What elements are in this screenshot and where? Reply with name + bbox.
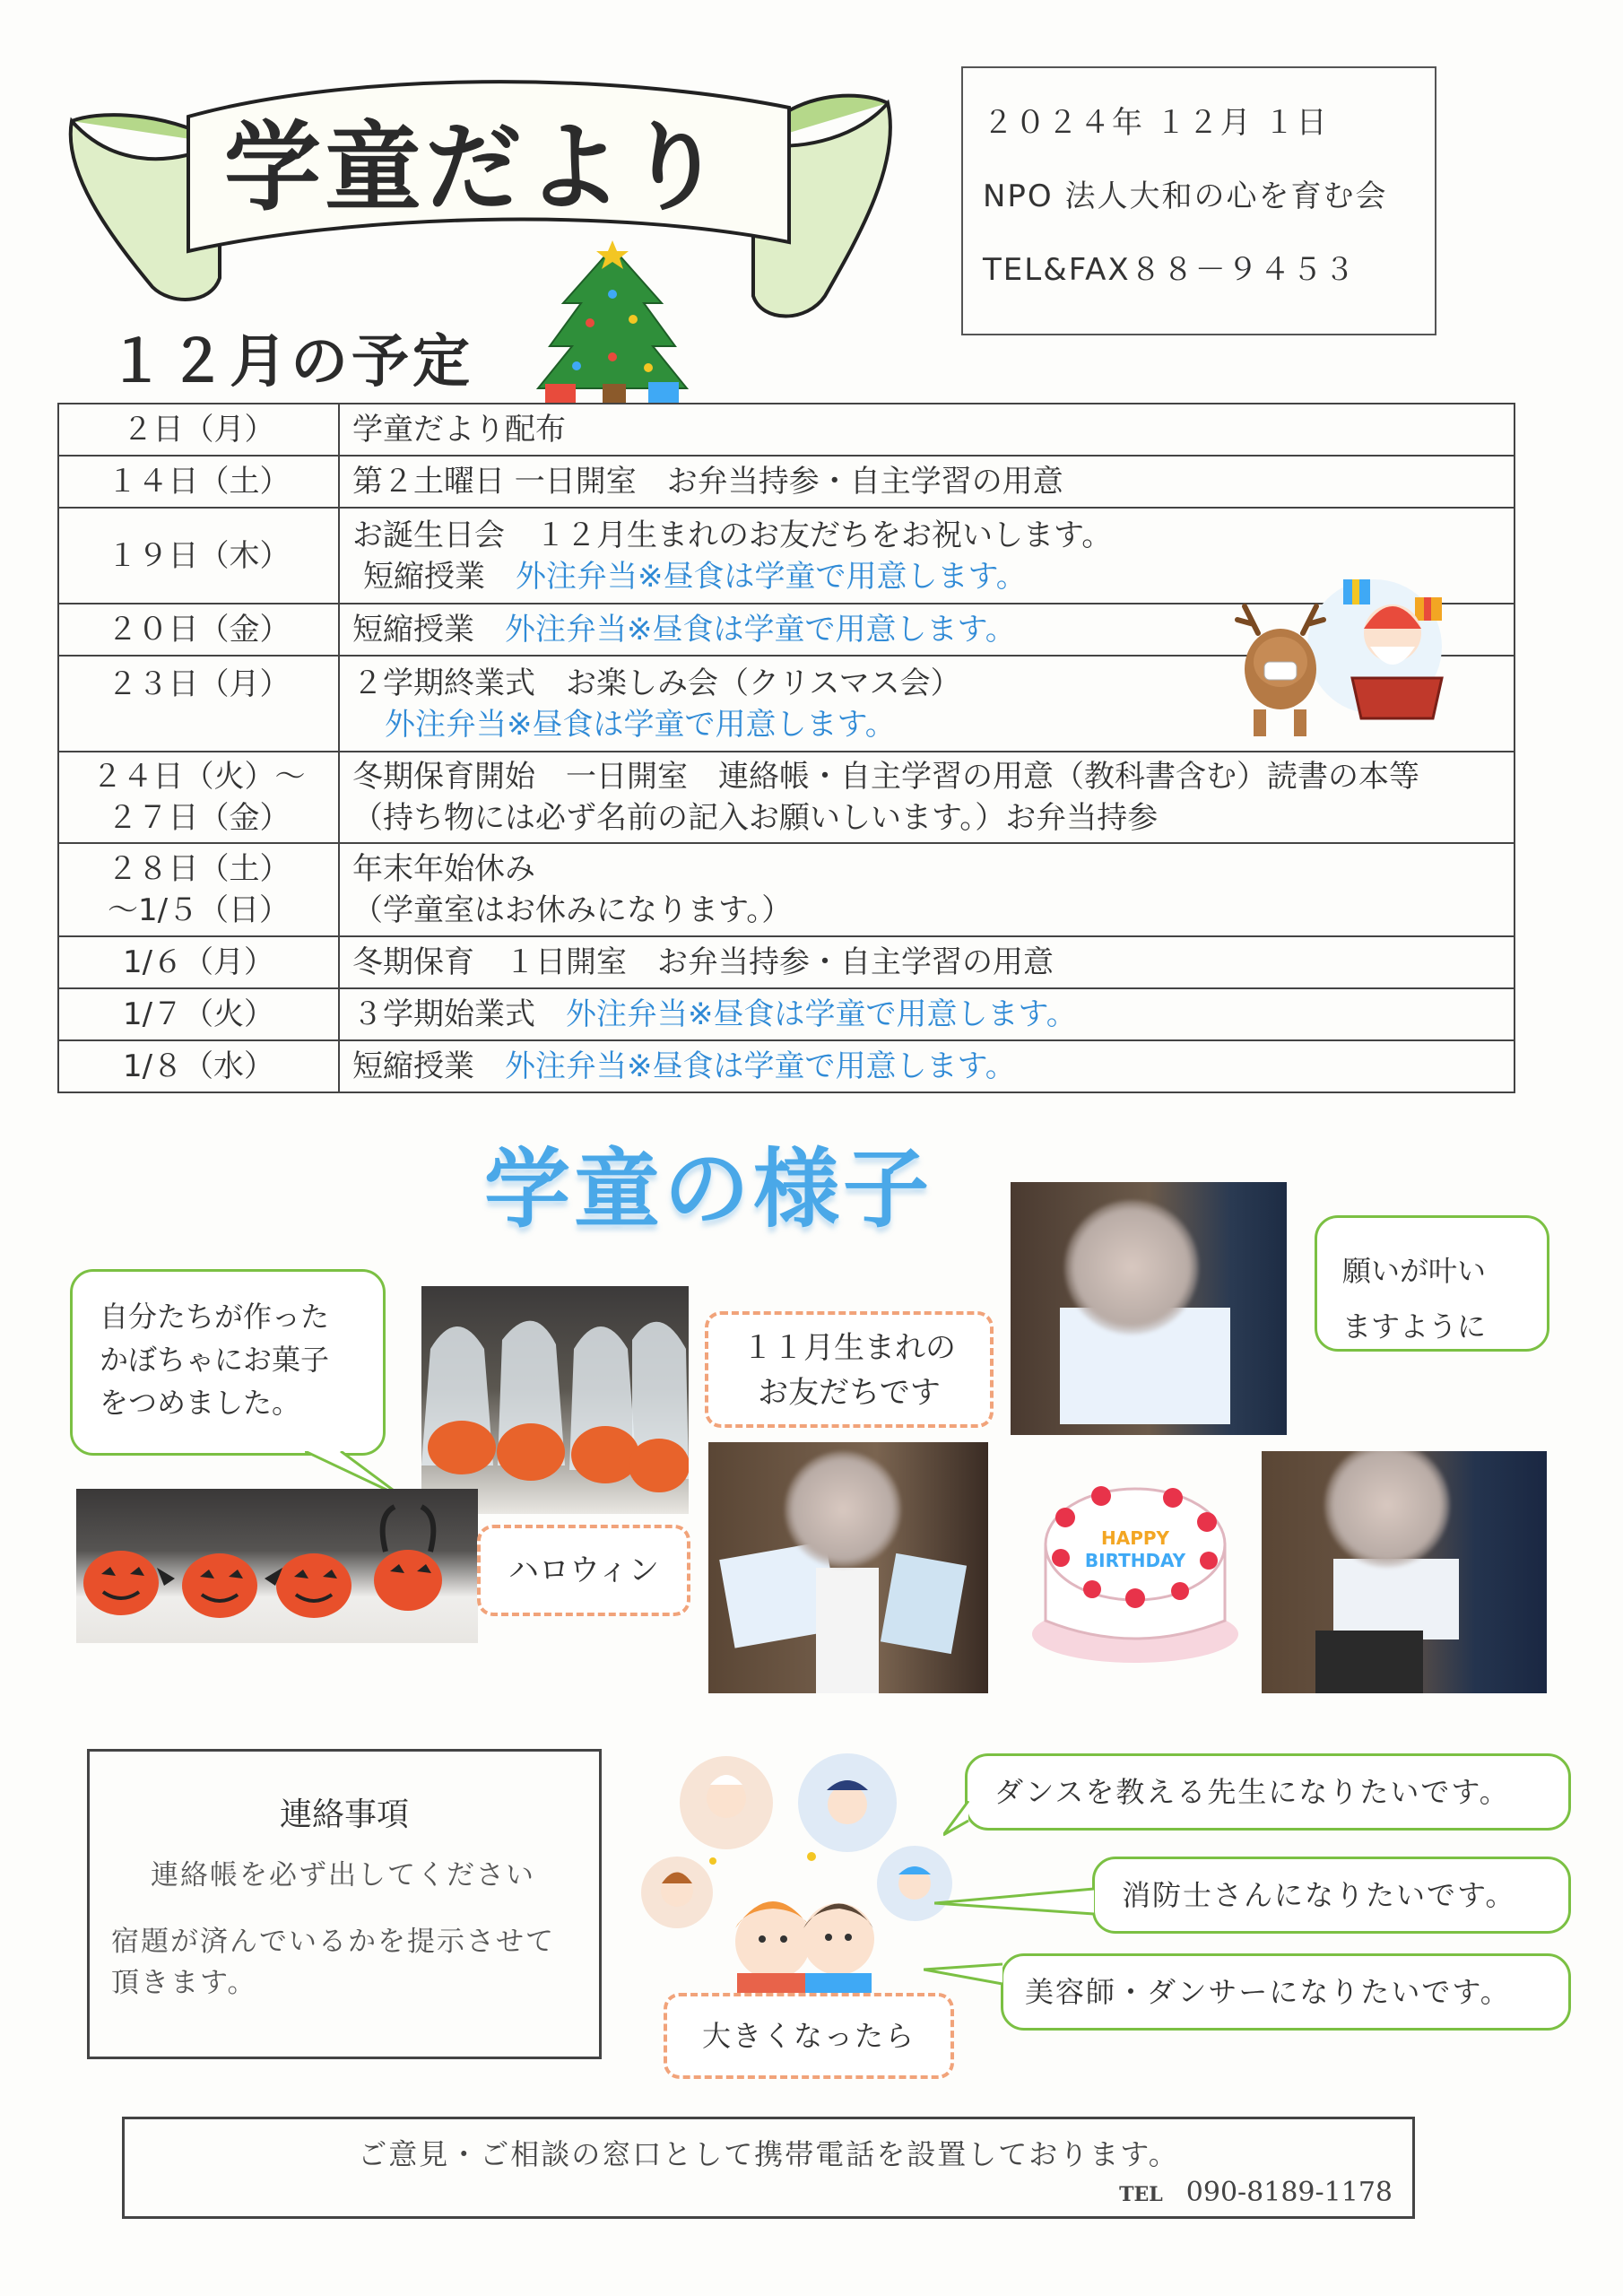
schedule-detail: 冬期保育開始 一日開室 連絡帳・自主学習の用意（教科書含む）読書の本等 （持ち物には必ず名前の記入お願いしいます。）お弁当持参 xyxy=(339,752,1515,843)
callout-tail xyxy=(943,1801,970,1837)
table-row xyxy=(58,752,1515,843)
grow-up-label: 大きくなったら xyxy=(664,1993,954,2079)
catered-lunch-note: 外注弁当※昼食は学童で用意します。 xyxy=(516,558,1027,595)
dream-bubble-3: 美容師・ダンサーになりたいです。 xyxy=(1001,1953,1571,2031)
schedule-detail: 学童だより配布 xyxy=(339,404,1515,456)
schedule-date: ２０日（金） xyxy=(58,604,339,656)
catered-lunch-note: 外注弁当※昼食は学童で用意します。 xyxy=(566,996,1077,1032)
catered-lunch-note: 外注弁当※昼食は学童で用意します。 xyxy=(385,706,896,743)
christmas-tree-icon xyxy=(527,240,698,404)
santa-sleigh-icon xyxy=(1218,561,1460,741)
birthday-photo-2 xyxy=(708,1442,988,1693)
newsletter-title: 学童だより xyxy=(223,112,726,224)
notice-box xyxy=(87,1749,602,2059)
birthday-photo-3 xyxy=(1262,1451,1547,1693)
catered-lunch-note: 外注弁当※昼食は学童で用意します。 xyxy=(505,1048,1016,1084)
schedule-detail: 短縮授業 外注弁当※昼食は学童で用意します。 xyxy=(339,1040,1515,1092)
table-row xyxy=(58,1040,1515,1092)
catered-lunch-note: 外注弁当※昼食は学童で用意します。 xyxy=(505,612,1016,648)
notice-line: 頂きます。 xyxy=(111,1967,257,1999)
schedule-detail: 冬期保育 １日開室 お弁当持参・自主学習の用意 xyxy=(339,936,1515,988)
notice-title: 連絡事項 xyxy=(279,1796,409,1833)
schedule-detail: 年末年始休み （学童室はお休みになります。） xyxy=(339,843,1515,936)
cake-text-happy: HAPPY xyxy=(1100,1527,1170,1549)
tel-label: TEL xyxy=(1119,2183,1163,2206)
halloween-label: ハロウィン xyxy=(477,1525,690,1616)
table-row xyxy=(58,843,1515,936)
dream-bubble-1: ダンスを教える先生になりたいです。 xyxy=(965,1753,1571,1831)
callout-tail xyxy=(934,1883,1096,1919)
issuer-info-box xyxy=(961,66,1436,335)
notice-line: 連絡帳を必ず出してください xyxy=(151,1859,535,1892)
schedule-date: １９日（木） xyxy=(58,508,339,604)
table-row xyxy=(58,988,1515,1040)
schedule-detail: 短縮授業 外注弁当※昼食は学童で用意します。 xyxy=(339,604,1515,656)
table-row xyxy=(58,456,1515,508)
birthday-photo-1 xyxy=(1011,1182,1287,1435)
birthday-label: １１月生まれの お友だちです xyxy=(705,1311,994,1428)
table-row xyxy=(58,404,1515,456)
schedule-detail: ２学期終業式 お楽しみ会（クリスマス会） 外注弁当※昼食は学童で用意します。 xyxy=(339,656,1515,752)
schedule-date: 1/６（月） xyxy=(58,936,339,988)
tel-fax: TEL&FAX８８－９４５３ xyxy=(983,252,1357,288)
schedule-date: ２３日（月） xyxy=(58,656,339,752)
schedule-detail: 第２土曜日 一日開室 お弁当持参・自主学習の用意 xyxy=(339,456,1515,508)
schedule-date: ２日（月） xyxy=(58,404,339,456)
section-heading-activities: 学童の様子 xyxy=(484,1139,933,1239)
table-row xyxy=(58,936,1515,988)
dream-bubble-2: 消防士さんになりたいです。 xyxy=(1092,1857,1571,1934)
issue-date: ２０２４年 １２月 １日 xyxy=(983,105,1329,141)
cake-text-birthday: BIRTHDAY xyxy=(1084,1550,1186,1571)
wish-callout: 願いが叶い ますように xyxy=(1315,1215,1549,1352)
schedule-detail: ３学期始業式 外注弁当※昼食は学童で用意します。 xyxy=(339,988,1515,1040)
halloween-pumpkins-photo xyxy=(76,1489,478,1643)
blurred-face xyxy=(1324,1451,1450,1568)
callout-tail xyxy=(924,1957,1004,1993)
halloween-callout: 自分たちが作った かぼちゃにお菓子 をつめました。 xyxy=(70,1269,386,1456)
footer-tel xyxy=(1119,2177,1393,2208)
schedule-table xyxy=(57,403,1515,1093)
halloween-bags-photo xyxy=(421,1286,689,1514)
footer-contact-box xyxy=(122,2117,1415,2219)
blurred-face xyxy=(1064,1200,1199,1335)
schedule-date: 1/８（水） xyxy=(58,1040,339,1092)
schedule-date: １４日（土） xyxy=(58,456,339,508)
schedule-date: 1/７（火） xyxy=(58,988,339,1040)
organization-name: NPO 法人大和の心を育む会 xyxy=(983,178,1388,214)
birthday-cake-icon xyxy=(1029,1446,1241,1670)
schedule-date: ２４日（火）～ ２７日（金） xyxy=(58,752,339,843)
blurred-face xyxy=(785,1451,901,1568)
tel-number: 090-8189-1178 xyxy=(1185,2177,1393,2208)
schedule-heading: １２月の予定 xyxy=(108,329,473,396)
footer-message: ご意見・ご相談の窓口として携帯電話を設置しております。 xyxy=(358,2137,1179,2171)
notice-line: 宿題が済んでいるかを提示させて xyxy=(111,1926,555,1958)
schedule-date: ２８日（土） ～1/５（日） xyxy=(58,843,339,936)
schedule-detail: お誕生日会 １２月生まれのお友だちをお祝いします。 短縮授業 外注弁当※昼食は学童で用意します。 xyxy=(339,508,1515,604)
